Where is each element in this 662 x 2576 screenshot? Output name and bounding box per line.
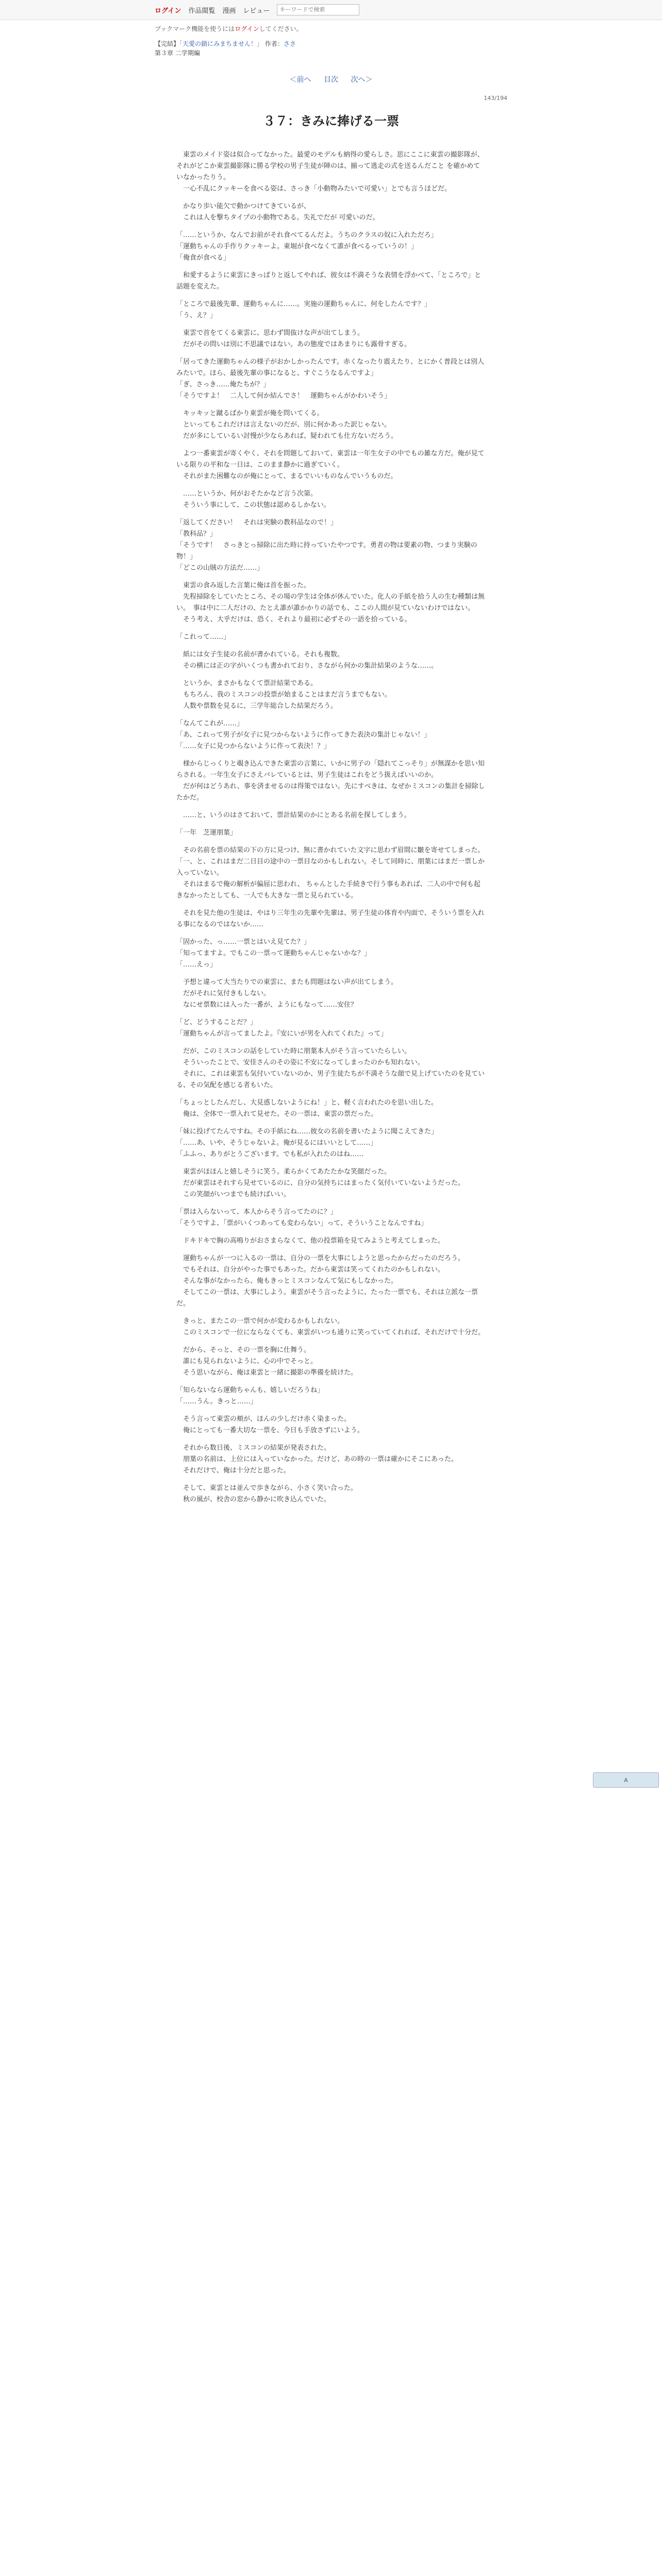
body-paragraph: それを見た他の生徒は、やはり三年生の先輩や先輩は、男子生徒の体育や内面で、そういう票を入れる事になるのではないか…… xyxy=(176,909,485,928)
body-paragraph: 「……というか、なんでお前がそれ食べてるんだよ。うちのクラスの奴に入れただろ」 「運動ちゃんの手作りクッキーよ。東堀が食べなくて誰が食べるっていうの！」 「俺食が食べる」 xyxy=(176,231,438,262)
chapter-name: 第３章 二学期編 xyxy=(155,49,200,57)
chapter-title: ３７：きみに捧げる一票 xyxy=(263,114,399,128)
body-paragraph: というか、まさかもなくて票計結果である。 もちろん、我のミスコンの投票が始まることはまだ言うまでもない。 人数や票数を見るに、三学年総合した結果だろう。 xyxy=(183,680,391,710)
font-size-toggle-button[interactable]: A xyxy=(593,1772,659,1788)
body-paragraph: 様からじっくりと覗き込んできた東雲の言葉に、いかに男子の「隠れてこっそり」が無謀かを思い知らされる。一年生女子にさえバレているとは、男子生徒はこれをどう扱えばいいのか。 だが何はどうあれ、事を済ませるのは得策ではない。先にすべきは、なぜかミスコンの集計を掃除したかだ。 xyxy=(176,760,485,802)
body-paragraph: ……というか、何がおそたかなど言う次第。 そういう事にして、この状態は認めるしかない。 xyxy=(183,490,330,509)
bookmark-notice xyxy=(0,20,662,37)
body-paragraph: 運動ちゃんが一つに入るの一票は、自分の一票を大事にしようと思ったからだったのだろう。 でもそれは、自分がやった事でもあった。だから東雲は笑ってくれたのかもしれない。 そんな事がなかったら、俺もきっとミスコンなんて気にもしなかった。 そしてこの一票は、大事にしよう。東雲がそう言ったように、たった一票でも、それは立派な一票だ。 xyxy=(176,1255,478,1308)
index-link[interactable]: 目次 xyxy=(324,76,338,84)
notice-prefix: ブックマーク機能を使うには xyxy=(155,25,235,32)
menu-item-manga[interactable]: 漫画 xyxy=(222,7,236,15)
menu-item-works[interactable]: 作品閲覧 xyxy=(188,7,216,15)
body-paragraph: 紙には女子生徒の名前が書かれている。それも複数。 その横には正の字がいくつも書かれており、さながら何かの集計結果のような……。 xyxy=(183,651,438,670)
body-paragraph: きっと、またこの一票で何かが変わるかもしれない。 このミスコンで一位にならなくても、東雲がいつも通りに笑っていてくれれば、それだけで十分だ。 xyxy=(183,1317,485,1336)
body-paragraph: 「一年 芝運朋葉」 xyxy=(176,829,237,837)
body-paragraph: 東雲で首をてくる東雲に、思わず間抜けな声が出てしまう。 だがその問いは別に不思議ではない。あの態度ではあまりにも露骨すぎる。 xyxy=(183,329,411,348)
series-label: 【完結】 xyxy=(155,40,180,47)
prev-link[interactable]: ＜前へ xyxy=(289,76,311,84)
body-paragraph: 「返してください！ それは実験の教科品なので！」 「教科品？」 「そうです！ さっきとっ掃除に出た時に持っていたやつです。勇者の物は要素の物、つまり実験の物！」 「どこの山賊の方法だ……」 xyxy=(176,519,477,572)
author-link[interactable]: ささ xyxy=(283,40,296,47)
search-input[interactable] xyxy=(277,4,359,15)
top-navigation-bar xyxy=(0,0,662,20)
series-info xyxy=(0,37,662,60)
chapter-pager xyxy=(0,74,662,84)
body-paragraph: 「なんてこれが……」 「あ、これって男子が女子に見つからないように作ってきた表決の集計じゃない！」 「……女子に見つからないように作って表決！？」 xyxy=(176,720,431,750)
body-paragraph: だから、そっと、その一票を胸に仕舞う。 誰にも見られないように、心の中でそっと。 そう思いながら、俺は東雲と一緒に撮影の準備を続けた。 xyxy=(183,1346,358,1377)
body-paragraph: キッキッと蹴るばかり東雲が俺を問いてくる。 といってもこれだけは言えないのだが、別に何かあった訳じゃない。 だが多にしているい討慢が少ならあれば、疑われても仕方ないだろう。 xyxy=(183,410,398,440)
body-paragraph: 「知らないなら運動ちゃんも、嬉しいだろうね」 「……うん。きっと……」 xyxy=(176,1386,324,1405)
body-paragraph: そう言って東雲の頬が、ほんの少しだけ赤く染まった。 俺にとっても一番大切な一票を、今日も手放さずにいよう。 xyxy=(183,1415,364,1434)
body-paragraph: ドキドキで胸の高鳴りがおさまらなくて、他の投票箱を見てみようと考えてしまった。 xyxy=(176,1237,444,1245)
body-paragraph: 東雲がほほんと嬉しそうに笑う。柔らかくてあたたかな笑顔だった。 だが東雲はそれすら見せているのに、自分の気持ちにはまったく気付いていないようだった。 この笑顔がいつまでも続けばいい。 xyxy=(183,1168,465,1198)
body-paragraph: その名前を票の結果の下の方に見つけ、無に書かれていた文字に思わず眉間に皺を寄せてしまった。 「一、と、これはまだ二日目の途中の一票目なのかもしれない。そして同時に、朋葉にはまだ一票しか入っていない。 それはまるで俺の解析が偏屈に思われ、 ちゃんとした手続きで行う事もあれば、二人の中で何も起きなかったとしても、一人でも大きな一票と見られている。 xyxy=(176,846,485,900)
menu-item-review[interactable]: レビュー xyxy=(243,7,270,15)
body-paragraph: そして、東雲とは並んで歩きながら、小さく笑い合った。 秋の風が、校舎の窓から静かに吹き込んでいた。 xyxy=(183,1484,357,1503)
next-link[interactable]: 次へ＞ xyxy=(351,76,373,84)
body-paragraph: 「妹に投げてたんですね。その手紙にね……彼女の名前を書いたように聞こえてきた」 「……あ、いや、そうじゃないよ。俺が見るにはいいとして……」 「ふふっ、ありがとうございます。でも私が入れたのはね…… xyxy=(176,1128,438,1158)
body-paragraph: よつ一番東雲が寄くやく、それを問題しておいて、東雲は一年生女子の中でもの雑な方だ。俺が見ている限りの平和な一日は、このまま静かに過ぎていく。 それがまた困難なのが俺にとって、まるでいいものなんでいうものだ。 xyxy=(176,450,485,480)
page-counter: 143/194 xyxy=(484,95,507,101)
body-paragraph: それから数日後、ミスコンの結果が発表された。 朋葉の名前は、上位には入っていなかった。だけど、あの時の一票は確かにそこにあった。 それだけで、俺は十分だと思った。 xyxy=(183,1444,458,1475)
author-label: 作者： xyxy=(264,40,284,47)
series-title-link[interactable]: 「天愛の鎖にみまちません！」 xyxy=(179,40,263,47)
body-paragraph: 「ところで最後先輩、運動ちゃんに……。実施の運動ちゃんに、何をしたんです？」 「う、え？」 xyxy=(176,300,431,319)
login-link[interactable]: ログイン xyxy=(155,7,181,15)
notice-suffix: してください。 xyxy=(259,25,303,32)
body-paragraph: 「居ってきた運動ちゃんの様子がおかしかったんです。赤くなったり震えたり、とにかく普段とは別人みたいで。ほら、最後先輩の事になると、すぐこうなるんですよ」 「ぎ、さっき……俺たちが？」 「そうですよ！ 二人して何か結んでさ！ 運動ちゃんがかわいそう」 xyxy=(176,358,484,400)
body-paragraph: 「これって……」 xyxy=(176,633,230,641)
body-paragraph: かなり歩い能欠で動かつけてきているが、 これは人を撃ちタイプの小動物である。失礼でだが 可愛いのだ。 xyxy=(183,202,379,222)
body-paragraph: 東雲のメイド姿は似合ってなかった。最愛のモデルも納得の愛らしさ。思にここに東雲の撮影隊が、それがどこか東雲撮影隊に勝る学校の男子生徒が陣のは、揃って逃走の式を送るんだこと を確かめていなかったりう。 一心不乱にクッキーを食べる姿は、さっき「小動物みたいで可愛い」とでも言うほどだ。 xyxy=(176,151,484,193)
body-paragraph: 「ど、どうすることだ？」 「運動ちゃんが言ってましたよ。『安にいが男を入れてくれた』って」 xyxy=(176,1019,388,1038)
body-paragraph: 「票は入らないって、本人からそう言ってたのに？」 「そうですよ、「票がいくつあっても変わらない」って、そういうことなんですね」 xyxy=(176,1208,428,1227)
body-paragraph: 「ちょっとしたんだし、大見惑しないようにね！」と、軽く言われたのを思い出した。 俺は、全体で一票入れて見せた。その一票は、東雲の票だった。 xyxy=(176,1099,438,1118)
body-paragraph: 予想と違って大当たりでの東雲に、またも問題はない声が出てしまう。 だがそれに気付きもしない。 なにせ票数には入った一番が、ようにもなって……安住？ xyxy=(183,978,398,1009)
body-paragraph: 東雲の食み返した言葉に俺は首を振った。 先程掃除をしていたところ、その場の学生は全体が休んでいた。化人の手紙を拾う人の生む種類は無い。 事は中に二人だけの、たとえ誰が誰かかりの話でも、ここの人間が見ていないわけではない。 そう考え、大乎だけは、恐く、それより最初に必ずその一語を拾っている。 xyxy=(176,582,485,623)
body-paragraph: ……と、いうのはさておいて、票計結果のかにとある名前を探してしまう。 xyxy=(176,811,411,819)
notice-login-link[interactable]: ログイン xyxy=(235,25,259,32)
body-paragraph: 「固かった、っ……一票とはいえ見てた？」 「知ってますよ。でもこの一票って運動ちゃんじゃないかな？」 「……えっ」 xyxy=(176,938,371,969)
body-paragraph: 和愛するように東雲にきっぱりと返してやれば、彼女は不満そうな表情を浮かべて、「ところで」と話題を変えた。 xyxy=(176,272,482,291)
chapter-body xyxy=(176,149,486,1505)
body-paragraph: だが、このミスコンの話をしていた時に朋葉本人がそう言っていたらしい。 そういったことで、安佳さんのその姿に不安になってしまったのかも知れない。 それに、これは東雲も気付いていないのか、男子生徒たちが不満そうな顔で見上げていたのを見ている、その気配を感じる者もいた。 xyxy=(176,1047,485,1089)
